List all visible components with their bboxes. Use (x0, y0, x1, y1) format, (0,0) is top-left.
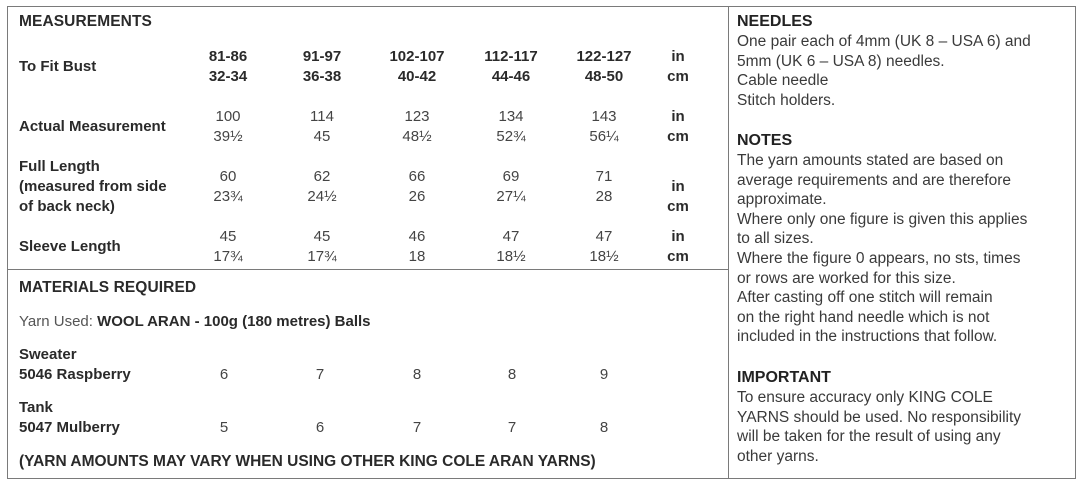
important-line: To ensure accuracy only KING COLE (737, 389, 993, 406)
needles-line: Cable needle (737, 72, 829, 90)
notes-line: Where only one figure is given this applies (737, 210, 1028, 228)
material-sweater-label: Sweater 5046 Raspberry (19, 346, 131, 383)
notes-line: or rows are worked for this size. (737, 269, 956, 287)
sweater-balls-2: 7 (315, 366, 325, 383)
tank-balls-5: 8 (599, 419, 609, 436)
length-size-4: 69 27¼ (496, 168, 526, 205)
length-size-5: 71 28 (595, 168, 613, 205)
bust-size-1: 81-86 32-34 (208, 48, 248, 85)
notes-title: NOTES (737, 132, 793, 149)
notes-line: Where the figure 0 appears, no sts, times (737, 249, 1021, 267)
needles-line: One pair each of 4mm (UK 8 – USA 6) and (737, 33, 1031, 50)
row-label-actual-measurement: Actual Measurement (19, 118, 166, 135)
yarn-used-label: Yarn Used: (19, 313, 93, 330)
length-size-2: 62 24½ (307, 168, 337, 205)
sleeve-units: in cm (667, 228, 689, 265)
needles-title: NEEDLES (737, 13, 813, 30)
measurements-title: MEASUREMENTS (19, 13, 152, 30)
important-section (737, 368, 1077, 466)
important-line: other yarns. (737, 447, 819, 465)
row-label-sleeve-length: Sleeve Length (19, 238, 121, 255)
needles-line: 5mm (UK 6 – USA 8) needles. (737, 52, 945, 70)
needles-section (737, 12, 1072, 110)
bust-size-4: 112-117 44-46 (484, 48, 538, 85)
sweater-balls-3: 8 (412, 366, 422, 383)
notes-line: approximate. (737, 191, 827, 209)
important-title: IMPORTANT (737, 369, 831, 386)
notes-line: to all sizes. (737, 230, 814, 248)
length-size-3: 66 26 (408, 168, 426, 205)
notes-line: on the right hand needle which is not (737, 308, 990, 326)
yarn-used-value: WOOL ARAN - 100g (180 metres) Balls (97, 313, 371, 330)
actual-size-3: 123 48½ (402, 108, 432, 145)
notes-line: average requirements and are therefore (737, 171, 1011, 189)
actual-size-4: 134 52¾ (496, 108, 526, 145)
sleeve-size-3: 46 18 (408, 228, 426, 265)
length-units: in cm (667, 178, 689, 215)
yarn-amount-note: (YARN AMOUNTS MAY VARY WHEN USING OTHER KING COLE ARAN YARNS) (19, 453, 596, 470)
actual-size-5: 143 56¼ (589, 108, 619, 145)
bust-size-3: 102-107 40-42 (389, 48, 445, 85)
notes-line: After casting off one stitch will remain (737, 289, 993, 307)
needles-line: Stitch holders. (737, 91, 836, 109)
sleeve-size-4: 47 18½ (496, 228, 526, 265)
bust-units: in cm (667, 48, 689, 85)
tank-balls-2: 6 (315, 419, 325, 436)
actual-units: in cm (667, 108, 689, 145)
length-size-1: 60 23¾ (213, 168, 243, 205)
actual-size-1: 100 39½ (213, 108, 243, 145)
sleeve-size-5: 47 18½ (589, 228, 619, 265)
important-line: will be taken for the result of using any (737, 428, 1001, 446)
sweater-balls-4: 8 (507, 366, 517, 383)
material-tank-label: Tank 5047 Mulberry (19, 399, 120, 436)
notes-section (737, 131, 1077, 347)
row-label-full-length: Full Length (measured from side of back neck) (19, 158, 167, 215)
sweater-balls-5: 9 (599, 366, 609, 383)
materials-title: MATERIALS REQUIRED (19, 279, 197, 296)
bust-size-5: 122-127 48-50 (576, 48, 632, 85)
sleeve-size-2: 45 17¾ (307, 228, 337, 265)
tank-balls-4: 7 (507, 419, 517, 436)
sweater-balls-1: 6 (219, 366, 229, 383)
bust-size-2: 91-97 36-38 (302, 48, 342, 85)
sleeve-size-1: 45 17¾ (213, 228, 243, 265)
tank-balls-3: 7 (412, 419, 422, 436)
notes-line: The yarn amounts stated are based on (737, 152, 1004, 169)
yarn-used-line (19, 313, 371, 330)
actual-size-2: 114 45 (310, 108, 334, 145)
important-line: YARNS should be used. No responsibility (737, 408, 1022, 426)
tank-balls-1: 5 (219, 419, 229, 436)
row-label-to-fit-bust: To Fit Bust (19, 58, 97, 75)
notes-line: included in the instructions that follow. (737, 328, 998, 346)
